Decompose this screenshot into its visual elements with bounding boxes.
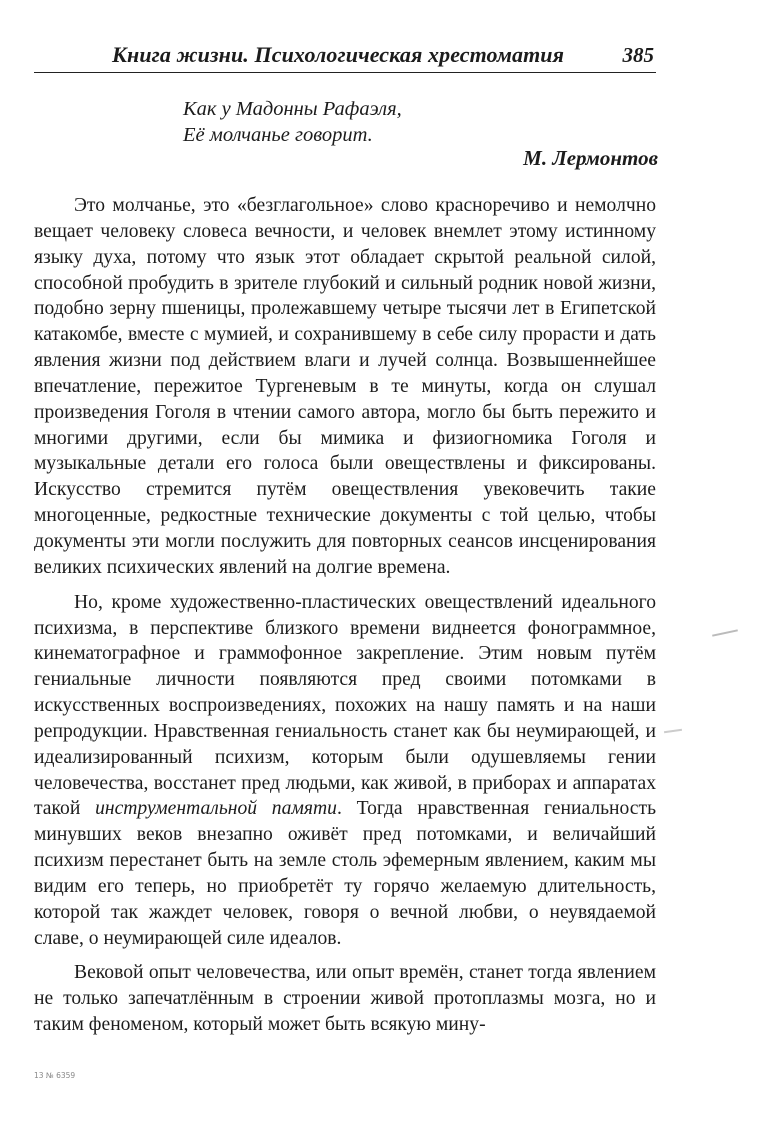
scan-artifact xyxy=(664,729,682,733)
epigraph-line: Её молчанье говорит. xyxy=(183,124,373,146)
paragraph xyxy=(34,590,656,952)
page-header xyxy=(34,42,656,73)
paragraph-text: Но, кроме художественно-пластических овеществлений идеального психизма, в перспективе близкого времени виднеется фонограммное, кинематографное и граммофонное закрепление. Этим новым путём гениальные личности появляются пред своими потомками в искусственных воспроизведениях, похожих на нашу память и на наши репродукции. Нравственная гениальность станет как бы неумирающей, и идеализированный психизм, которым были одушевляемы гении человечества, восстанет пред людьми, как живой, в приборах и аппаратах такой xyxy=(34,591,656,820)
scan-artifact xyxy=(712,629,738,636)
emphasis-text: инструментальной памяти xyxy=(95,798,337,820)
epigraph-line: Как у Мадонны Рафаэля, xyxy=(183,98,402,120)
paragraph: Это молчанье, это «безглагольное» слово красноречиво и немолчно вещает человеку словеса вечности, и человек внемлет этому истинному языку духа, потому что язык этот обладает скрытой реальной силой, способной пробудить в зрителе глубокий и сильный родник новой жизни, подобно зерну пшеницы, пролежавшему четыре тысячи лет в Египетской катакомбе, вместе с мумией, и сохранившему в себе силу прорасти и дать явления жизни под действием влаги и лучей солнца. Возвышеннейшее впечатление, пережитое Тургеневым в те минуты, когда он слушал произведения Гоголя в чтении самого автора, могло бы быть пережито и многими другими, если бы мимика и физиогномика Гоголя и музыкальные детали его голоса были овеществлены и фиксированы. Искусство стремится путём овеществления увековечить такие многоценные, редкостные технические документы с той целью, чтобы документы эти могли послужить для повторных сеансов инсценирования великих психических явлений на долгие времена. xyxy=(34,195,656,578)
signature-mark: 13 № 6359 xyxy=(34,1071,76,1080)
body-text xyxy=(34,193,656,1038)
paragraph: Вековой опыт человечества, или опыт времён, станет тогда явлением не только запечатлённым в строении живой протоплазмы мозга, но и таким феноменом, который может быть всякую мину- xyxy=(34,962,656,1036)
epigraph-author: М. Лермонтов xyxy=(523,146,658,170)
running-title: Книга жизни. Психологическая хрестоматия xyxy=(112,42,565,67)
page-number: 385 xyxy=(622,43,654,67)
paragraph-text: . Тогда нравственная гениальность минувших веков внезапно оживёт пред потомками, и величайший психизм перестанет быть на земле столь эфемерным явлением, каким мы видим его теперь, но приобретёт ту горячо желаемую длительность, которой так жаждет человек, говоря о вечной любви, о неувядаемой славе, о неумирающей силе идеалов. xyxy=(34,798,657,949)
epigraph xyxy=(183,96,402,148)
